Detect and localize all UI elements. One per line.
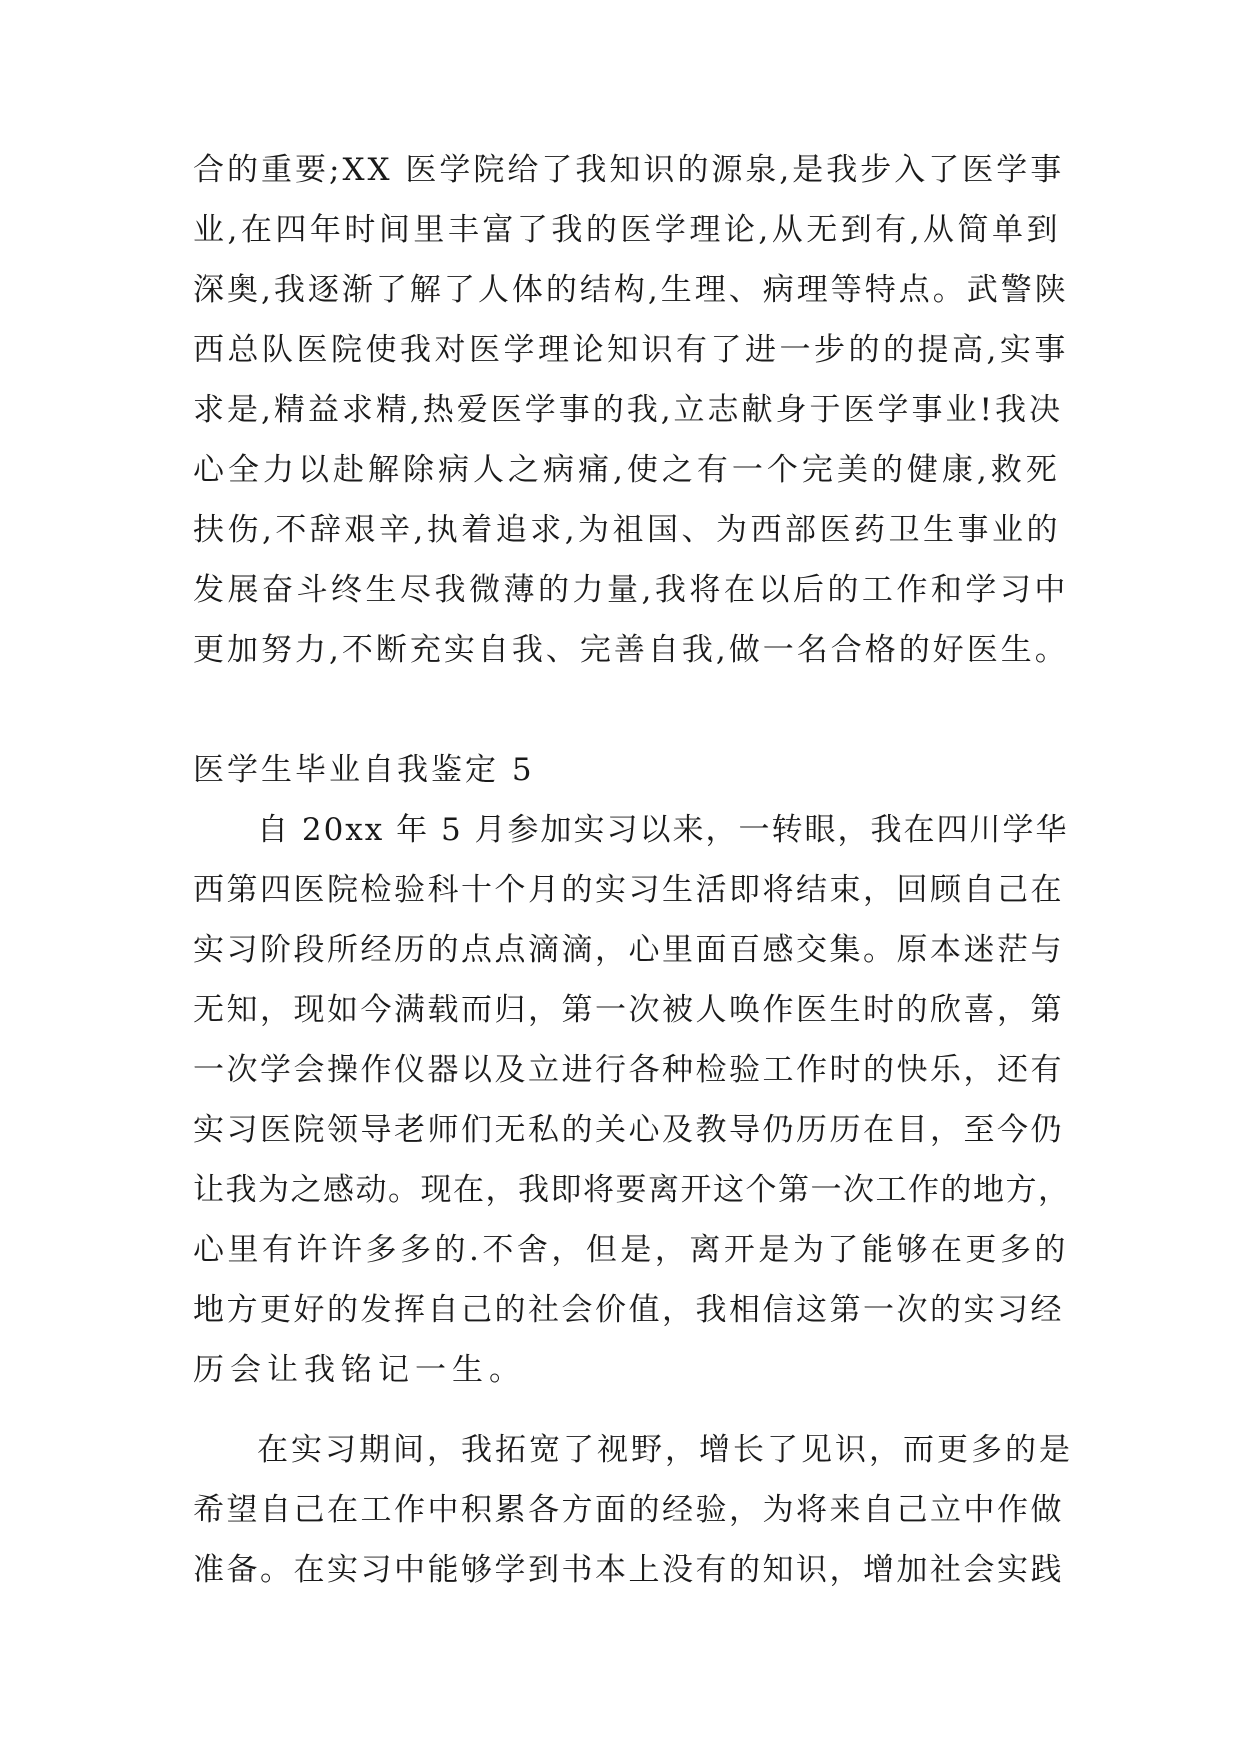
text-line: 西总队医院使我对医学理论知识有了进一步的的提高,实事 xyxy=(193,332,1069,368)
text-line: 在实习期间，我拓宽了视野，增长了见识，而更多的是 xyxy=(257,1432,1073,1468)
text-line: 合的重要;XX 医学院给了我知识的源泉,是我步入了医学事 xyxy=(193,152,1065,188)
text-line: 心里有许许多多的.不舍，但是，离开是为了能够在更多的 xyxy=(193,1232,1069,1268)
section-heading: 医学生毕业自我鉴定 5 xyxy=(193,752,535,788)
text-line: 无知，现如今满载而归，第一次被人唤作医生时的欣喜，第 xyxy=(193,992,1064,1028)
text-line: 西第四医院检验科十个月的实习生活即将结束，回顾自己在 xyxy=(193,872,1064,908)
text-line: 发展奋斗终生尽我微薄的力量,我将在以后的工作和学习中 xyxy=(193,572,1069,608)
text-line: 希望自己在工作中积累各方面的经验，为将来自己立中作做 xyxy=(193,1492,1064,1528)
text-line: 扶伤,不辞艰辛,执着追求,为祖国、为西部医药卫生事业的 xyxy=(193,512,1062,548)
text-line: 深奥,我逐渐了解了人体的结构,生理、病理等特点。武警陕 xyxy=(193,272,1069,308)
text-line: 一次学会操作仪器以及立进行各种检验工作时的快乐，还有 xyxy=(193,1052,1064,1088)
text-line: 历会让我铭记一生。 xyxy=(193,1352,526,1388)
text-line: 心全力以赴解除病人之病痛,使之有一个完美的健康,救死 xyxy=(193,452,1061,488)
text-line: 自 20xx 年 5 月参加实习以来，一转眼，我在四川学华 xyxy=(257,812,1069,848)
text-line: 准备。在实习中能够学到书本上没有的知识，增加社会实践 xyxy=(193,1552,1064,1588)
text-line: 让我为之感动。现在，我即将要离开这个第一次工作的地方， xyxy=(193,1172,1071,1208)
text-line: 实习医院领导老师们无私的关心及教导仍历历在目，至今仍 xyxy=(193,1112,1064,1148)
text-line: 求是,精益求精,热爱医学事的我,立志献身于医学事业!我决 xyxy=(193,392,1064,428)
text-line: 业,在四年时间里丰富了我的医学理论,从无到有,从简单到 xyxy=(193,212,1062,248)
text-line: 更加努力,不断充实自我、完善自我,做一名合格的好医生。 xyxy=(193,632,1069,668)
text-line: 实习阶段所经历的点点滴滴，心里面百感交集。原本迷茫与 xyxy=(193,932,1064,968)
text-line: 地方更好的发挥自己的社会价值，我相信这第一次的实习经 xyxy=(193,1292,1064,1328)
